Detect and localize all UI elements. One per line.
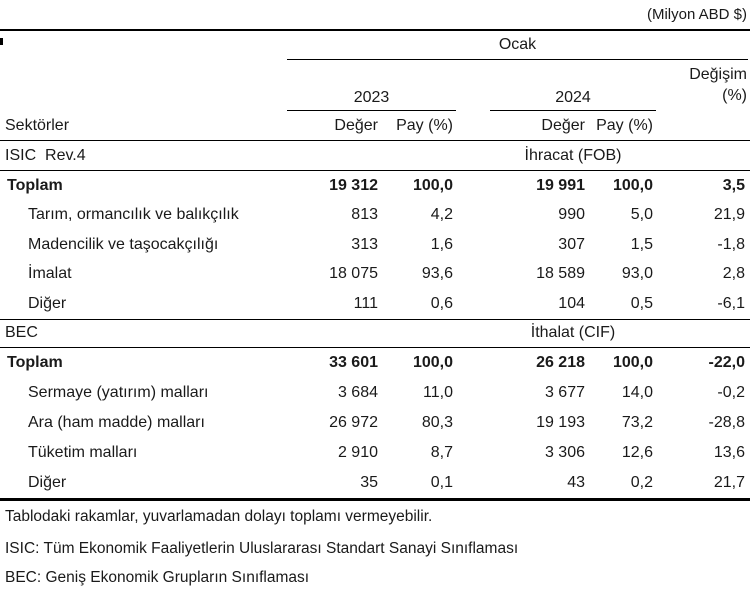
value-2023: 111 [353,294,378,312]
table-row-bec-diger [0,468,750,498]
value-2023: 2 910 [337,443,378,461]
share-2024: 12,6 [621,443,653,461]
table-row-bec-toplam [0,348,750,378]
share-2023: 93,6 [421,265,453,283]
row-label: Ara (ham madde) malları [28,413,205,431]
footnote-bec-definition: BEC: Geniş Ekonomik Grupların Sınıflaması [5,568,310,586]
share-2024: 0,2 [630,473,653,491]
change-percent: -0,2 [717,383,745,401]
change-header-line2: (%) [722,87,747,104]
period-label: Ocak [498,36,537,53]
share-2023: 4,2 [430,206,453,224]
value-2024-column-header: Değer [541,117,585,134]
period-header-row [0,31,750,60]
period-spanner [287,31,748,60]
change-percent: 21,7 [713,473,745,491]
share-2023: 1,6 [430,235,453,253]
column-header-row [0,112,750,141]
change-percent: 13,6 [713,443,745,461]
share-2024: 93,0 [621,265,653,283]
table-row-bec-ara [0,408,750,438]
section-header-isic [0,141,750,171]
value-2024: 19 991 [536,176,585,194]
row-label: Madencilik ve taşocakçılığı [28,235,219,253]
year-header-row [0,60,750,112]
table-row-isic-madencilik [0,230,750,260]
row-label: Tüketim malları [28,443,138,461]
year-2024-spanner [490,89,656,111]
share-2023: 8,7 [430,443,453,461]
year-2023-label: 2023 [353,89,390,106]
value-2024: 990 [558,206,585,224]
footnote-rounding: Tablodaki rakamlar, yuvarlamadan dolayı toplamı vermeyebilir. [5,507,433,525]
share-2024: 5,0 [630,206,653,224]
share-2024: 0,5 [630,294,653,312]
value-2024: 3 306 [544,443,585,461]
value-2023: 813 [351,206,378,224]
change-percent: -1,8 [717,235,745,253]
value-2023-column-header: Değer [334,117,378,134]
value-2024: 43 [567,473,585,491]
change-percent: 3,5 [722,176,745,194]
bec-classification-label: BEC [5,324,38,341]
change-header [689,64,747,106]
value-2023: 35 [360,473,378,491]
left-border-tick [0,38,3,45]
unit-note-row [0,0,750,31]
value-2023: 33 601 [329,353,378,371]
table-row-isic-tarim [0,201,750,231]
share-2024: 14,0 [621,383,653,401]
table-row-bec-tuketim [0,438,750,468]
change-percent: 2,8 [722,265,745,283]
share-2023: 11,0 [423,383,453,401]
sector-column-header: Sektörler [5,117,70,134]
value-2023: 3 684 [337,383,378,401]
footnote-isic-definition: ISIC: Tüm Ekonomik Faaliyetlerin Uluslararası Standart Sanayi Sınıflaması [5,539,519,557]
value-2024: 19 193 [536,413,585,431]
value-2023: 313 [351,235,378,253]
row-label: Diğer [28,473,67,491]
exports-flow-label: İhracat (FOB) [524,146,622,164]
row-label: Sermaye (yatırım) malları [28,383,209,401]
row-label: Toplam [7,353,63,371]
change-percent: -6,1 [717,294,745,312]
isic-section-body [0,171,750,320]
footnotes [0,501,750,586]
value-2024: 18 589 [536,265,585,283]
isic-classification-label: ISIC Rev.4 [5,146,86,164]
share-2023: 80,3 [421,413,453,431]
value-2024: 26 218 [536,353,585,371]
year-2024-label: 2024 [555,89,591,106]
row-label: Tarım, ormancılık ve balıkçılık [28,206,239,224]
row-label: Diğer [28,294,67,312]
share-2023: 0,6 [430,294,453,312]
row-label: Toplam [7,176,63,194]
row-label: İmalat [28,265,72,283]
table-row-bec-sermaye [0,378,750,408]
section-header-bec [0,320,750,348]
share-2024: 100,0 [612,353,653,371]
value-2024: 307 [558,235,585,253]
year-2023-spanner [287,89,456,111]
value-2023: 18 075 [329,265,378,283]
change-percent: -28,8 [708,413,745,431]
bec-section-body [0,348,750,501]
table-row-isic-imalat [0,260,750,290]
value-2024: 104 [558,294,585,312]
value-2023: 19 312 [329,176,378,194]
value-2024: 3 677 [544,383,585,401]
change-header-line1: Değişim [689,66,747,83]
value-2023: 26 972 [329,413,378,431]
change-percent: 21,9 [713,206,745,224]
imports-flow-label: İthalat (CIF) [530,324,616,341]
share-2024-column-header: Pay (%) [596,117,653,134]
unit-note: (Milyon ABD $) [646,6,747,23]
change-percent: -22,0 [708,353,745,371]
share-2023: 0,1 [430,473,453,491]
share-2024: 100,0 [612,176,653,194]
table-row-isic-diger [0,289,750,319]
share-2023-column-header: Pay (%) [396,117,453,134]
table-row-isic-toplam [0,171,750,201]
share-2023: 100,0 [412,353,453,371]
share-2024: 73,2 [621,413,653,431]
share-2024: 1,5 [630,235,653,253]
share-2023: 100,0 [412,176,453,194]
